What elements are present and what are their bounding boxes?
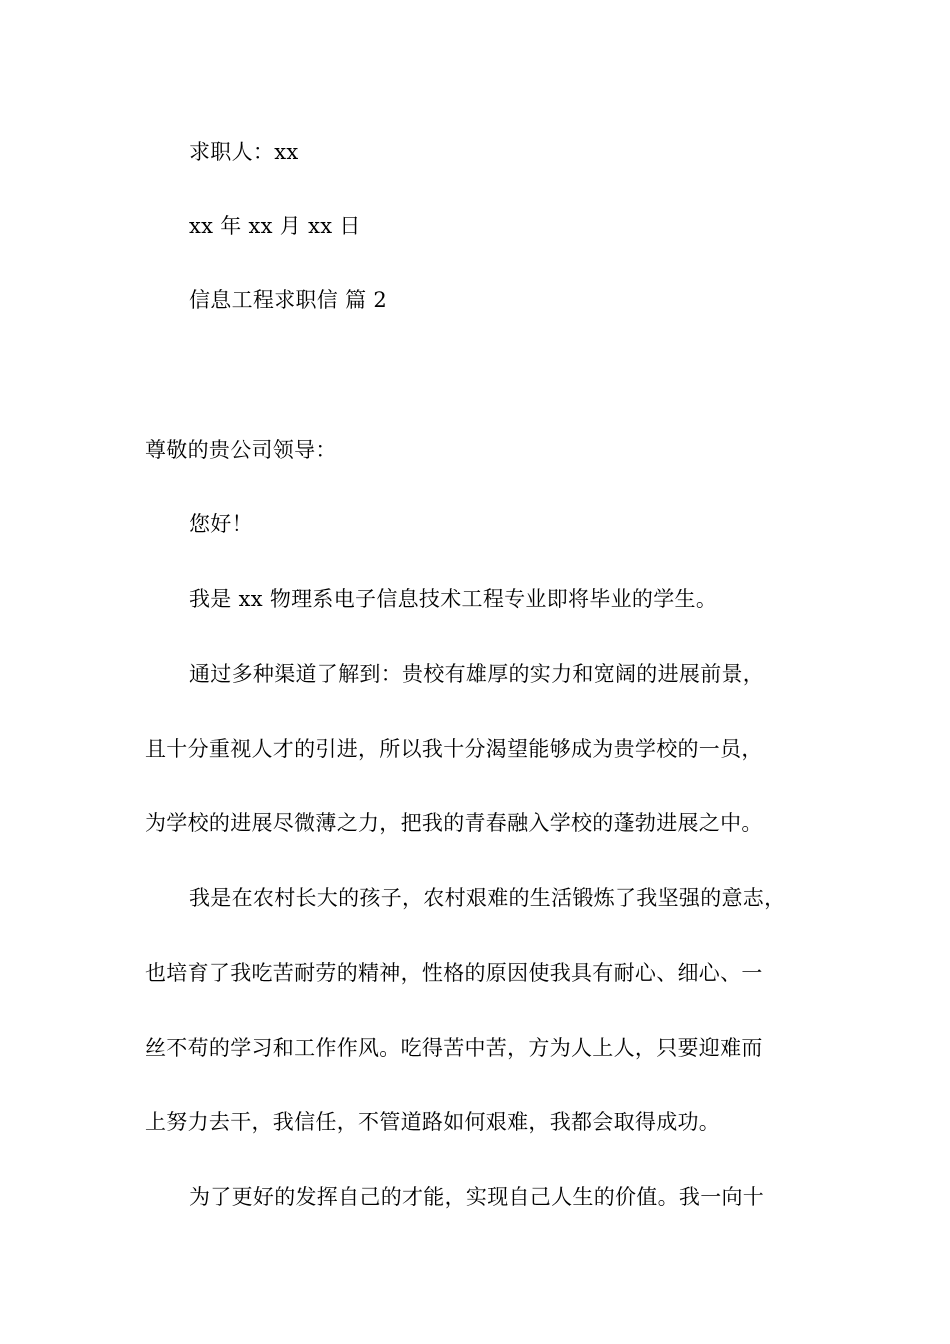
paragraph-line: 且十分重视人才的引进，所以我十分渴望能够成为贵学校的一员，: [145, 737, 763, 761]
paragraph-line: 我是在农村长大的孩子，农村艰难的生活锻炼了我坚强的意志，: [189, 886, 786, 910]
paragraph-line: 我是 xx 物理系电子信息技术工程专业即将毕业的学生。: [189, 587, 718, 611]
salutation: 尊敬的贵公司领导：: [145, 438, 337, 462]
paragraph-line: 为学校的进展尽微薄之力，把我的青春融入学校的蓬勃进展之中。: [145, 811, 763, 835]
paragraph-line: 为了更好的发挥自己的才能，实现自己人生的价值。我一向十: [189, 1185, 765, 1209]
paragraph-line: 通过多种渠道了解到：贵校有雄厚的实力和宽阔的进展前景，: [189, 662, 765, 686]
paragraph-line: 上努力去干，我信任，不管道路如何艰难，我都会取得成功。: [145, 1110, 721, 1134]
paragraph-line: 也培育了我吃苦耐劳的精神，性格的原因使我具有耐心、细心、一: [145, 961, 763, 985]
signature-label: 求职人：xx: [189, 140, 299, 164]
greeting: 您好！: [189, 512, 253, 536]
paragraph-line: 丝不苟的学习和工作作风。吃得苦中苦，方为人上人，只要迎难而: [145, 1036, 763, 1060]
section-title: 信息工程求职信 篇 2: [189, 288, 388, 312]
date-line: xx 年 xx 月 xx 日: [189, 214, 361, 238]
